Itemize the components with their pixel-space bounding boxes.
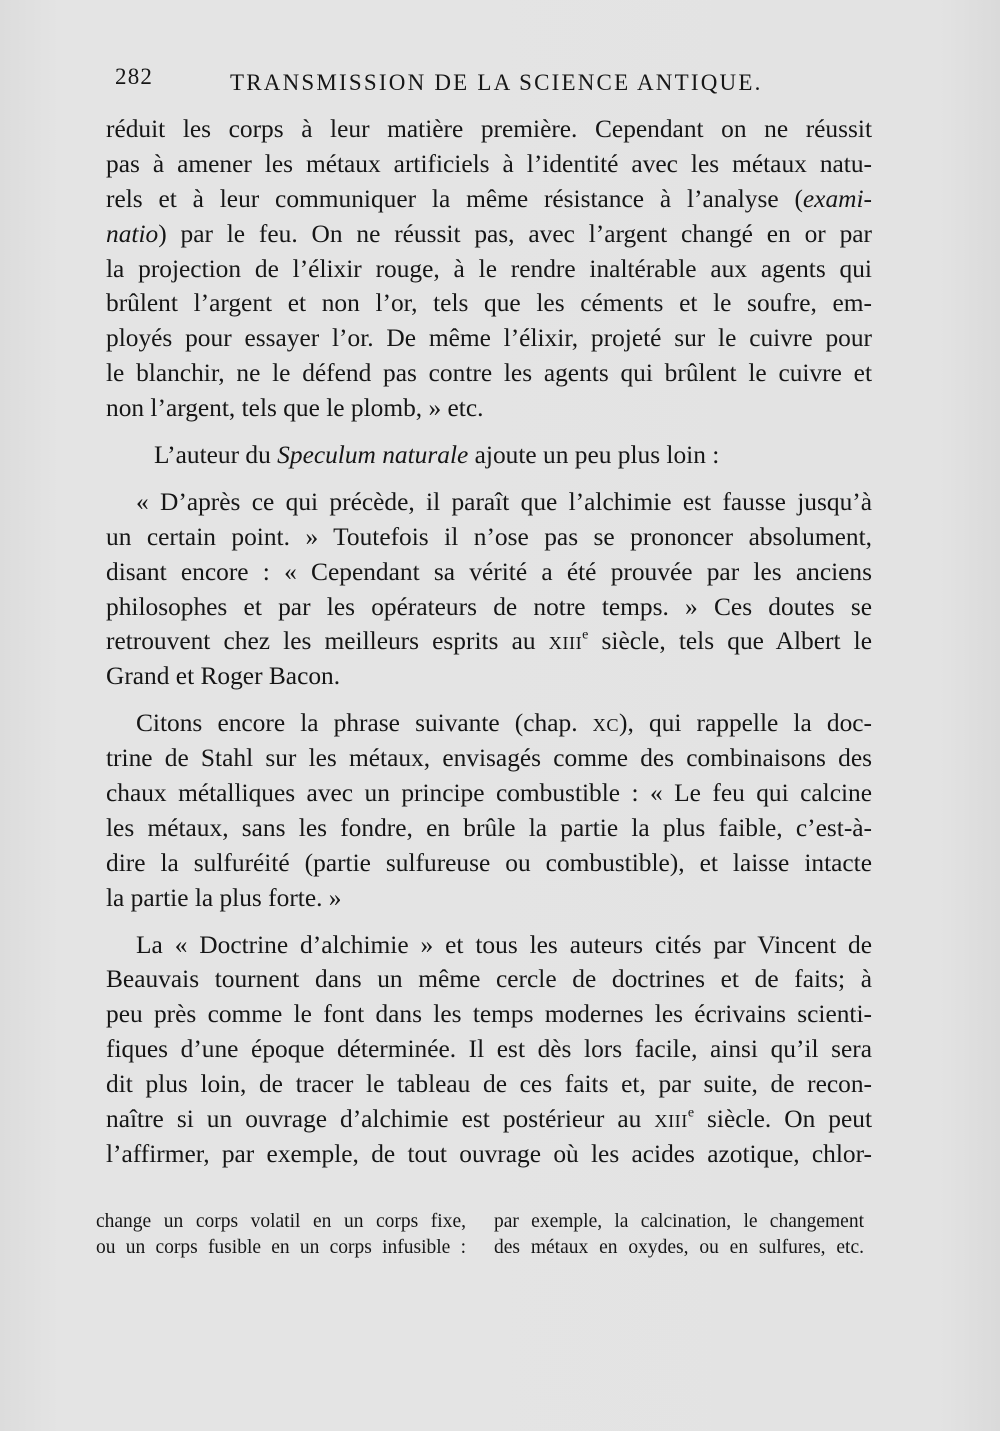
text-line: trine de Stahl sur les métaux, envisagés comme des combinaisons des: [106, 744, 872, 773]
paragraph-1: [106, 112, 872, 426]
text-line: « D’après ce qui précède, il paraît que l’alchimie est fausse jusqu’à: [136, 487, 872, 516]
footnote-line: par exemple, la calcination, le changement: [494, 1211, 864, 1232]
text-line: fiques d’une époque déterminée. Il est dès lors facile, ainsi qu’il sera: [106, 1035, 872, 1064]
text-line: dit plus loin, de tracer le tableau de ces faits et, par suite, de recon-: [106, 1070, 872, 1099]
footnote-line: des métaux en oxydes, ou en sulfures, etc.: [494, 1237, 864, 1258]
book-title: Speculum naturale: [277, 441, 469, 470]
text-line: disant encore : « Cependant sa vérité a été prouvée par les anciens: [106, 557, 872, 586]
text-line: philosophes et par les opérateurs de notre temps. » Ces doutes se: [106, 592, 872, 621]
paragraph-2: [106, 438, 872, 473]
text-line: Beauvais tournent dans un même cercle de doctrines et de faits; à: [106, 965, 872, 994]
paragraph-4: [106, 706, 872, 915]
text-line: réduit les corps à leur matière première. Cependant on ne réussit: [106, 115, 872, 143]
footnote-line: change un corps volatil en un corps fixe,: [96, 1211, 466, 1232]
text-line: Grand et Roger Bacon.: [106, 662, 341, 691]
text-line: la projection de l’élixir rouge, à le rendre inaltérable aux agents qui: [106, 254, 872, 283]
footnote-line: ou un corps fusible en un corps infusible :: [96, 1237, 466, 1258]
text-line: chaux métalliques avec un principe combustible : « Le feu qui calcine: [106, 779, 872, 808]
text-line: le blanchir, ne le défend pas contre les agents qui brûlent le cuivre et: [106, 359, 872, 388]
emphasis-text: natio: [106, 219, 159, 248]
body-text: [106, 112, 872, 1172]
footnote-column-left: [96, 1209, 466, 1261]
page-number: 282: [115, 64, 154, 89]
text-line: l’affirmer, par exemple, de tout ouvrage où les acides azotique, chlor-: [106, 1139, 872, 1168]
text-line: la partie la plus forte. »: [106, 883, 342, 912]
text-line: retrouvent chez les meilleurs esprits au XIIIe siècle, tels que Albert le: [106, 627, 873, 656]
text-line: Citons encore la phrase suivante (chap. XC), qui rappelle la doc-: [136, 709, 873, 738]
emphasis-text: exami-: [802, 184, 872, 213]
text-line: dire la sulfuréité (partie sulfureuse ou combustible), et laisse intacte: [106, 848, 872, 877]
text-line: La « Doctrine d’alchimie » et tous les auteurs cités par Vincent de: [136, 930, 872, 959]
text-line: L’auteur du Speculum naturale ajoute un peu plus loin :: [154, 441, 720, 470]
paragraph-5: [106, 928, 872, 1172]
running-header: [112, 64, 772, 104]
text-line: brûlent l’argent et non l’or, tels que les céments et le soufre, em-: [106, 289, 872, 318]
paragraph-3: [106, 485, 872, 694]
text-line: naître si un ouvrage d’alchimie est postérieur au XIIIe siècle. On peut: [106, 1105, 872, 1134]
text-line: non l’argent, tels que le plomb, » etc.: [106, 394, 484, 423]
running-title: TRANSMISSION DE LA SCIENCE ANTIQUE.: [230, 70, 763, 95]
text-line: rels et à leur communiquer la même résistance à l’analyse (exami-: [106, 184, 872, 213]
text-line: natio) par le feu. On ne réussit pas, avec l’argent changé en or par: [106, 219, 872, 248]
text-line: les métaux, sans les fondre, en brûle la partie la plus faible, c’est-à-: [106, 813, 872, 842]
text-line: pas à amener les métaux artificiels à l’identité avec les métaux natu-: [106, 149, 872, 178]
text-line: ployés pour essayer l’or. De même l’élixir, projeté sur le cuivre pour: [106, 324, 872, 353]
text-line: peu près comme le font dans les temps modernes les écrivains scienti-: [106, 1000, 872, 1029]
footnote-column-right: [494, 1209, 864, 1261]
text-line: un certain point. » Toutefois il n’ose pas se prononcer absolument,: [106, 522, 872, 551]
